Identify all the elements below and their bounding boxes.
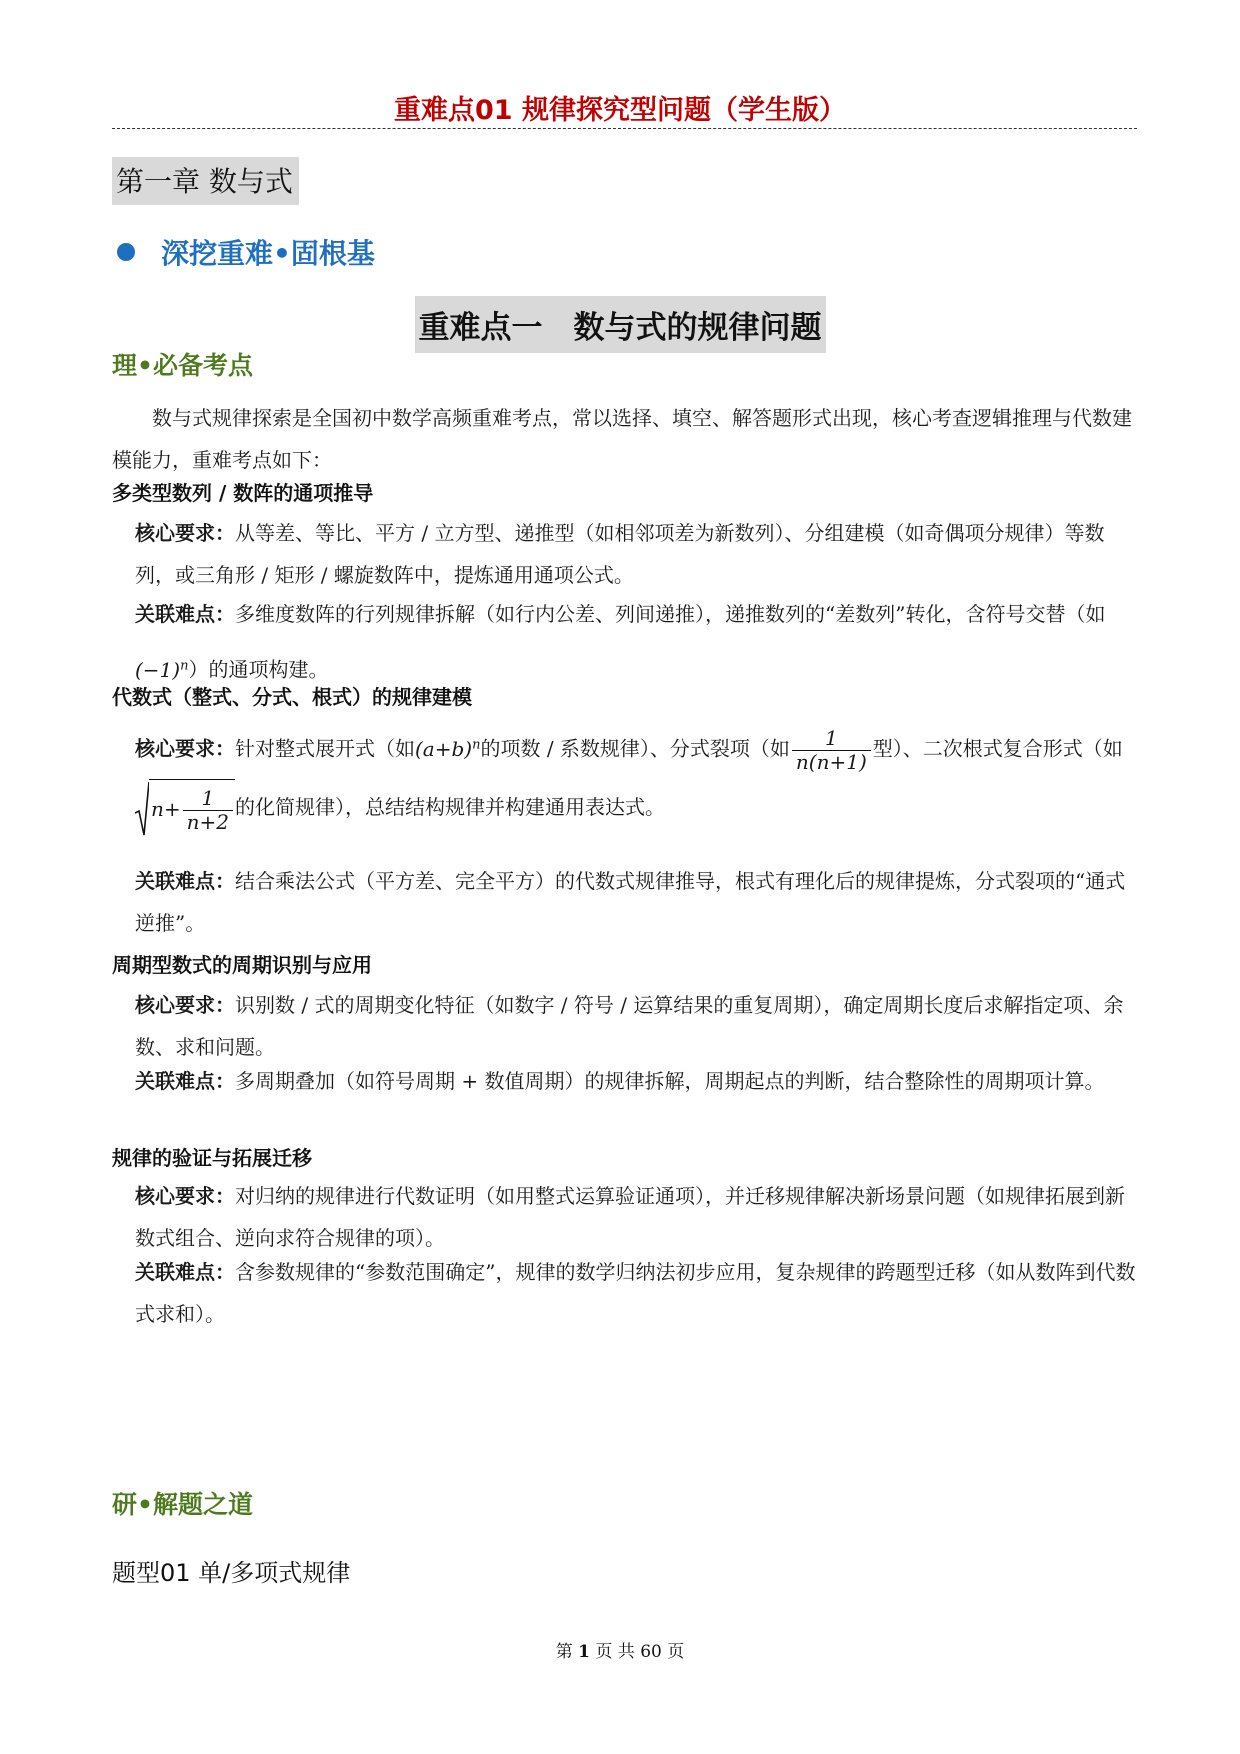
heading-essential-points: 理•必备考点 (112, 351, 253, 380)
topic-1-core-text: 从等差、等比、平方 / 立方型、递推型（如相邻项差为新数列）、分组建模（如奇偶项分规律）等数列，或三角形 / 矩形 / 螺旋数阵中，提炼通用通项公式。 (135, 521, 1105, 587)
math-neg-one-power: $(-1)^n$ (135, 657, 189, 682)
core-label: 核心要求 (135, 521, 215, 545)
topic-1-title: 多类型数列 / 数阵的通项推导 (112, 481, 374, 505)
topic-2-title: 代数式（整式、分式、根式）的规律建模 (112, 685, 472, 709)
topic-3-hard: 关联难点：多周期叠加（如符号周期 + 数值周期）的规律拆解，周期起点的判断，结合整除性的周期项计算。 (135, 1069, 1105, 1093)
bullet-dot-icon (117, 243, 135, 261)
current-page-number: 1 (578, 1642, 590, 1662)
topic-1-core: 核心要求：从等差、等比、平方 / 立方型、递推型（如相邻项差为新数列）、分组建模（如奇偶项分规律）等数列，或三角形 / 矩形 / 螺旋数阵中，提炼通用通项公式。 (135, 521, 1105, 587)
math-fraction: $\frac{1}{n(n+1)}$ (792, 727, 871, 774)
topic-4-hard: 关联难点：含参数规律的“参数范围确定”，规律的数学归纳法初步应用，复杂规律的跨题型迁移（如从数阵到代数式求和）。 (135, 1260, 1136, 1326)
key-point-title (0, 296, 1240, 353)
topic-4-core: 核心要求：对归纳的规律进行代数证明（如用整式运算验证通项），并迁移规律解决新场景问题（如规律拓展到新数式组合、逆向求符合规律的项）。 (135, 1184, 1125, 1250)
radical-sign-icon (135, 781, 149, 837)
math-square-root: n+ $\frac{1}{n+2}$ (135, 778, 235, 838)
page-title: 重难点01 规律探究型问题（学生版） (394, 95, 846, 126)
section-dig (117, 232, 375, 272)
hard-label: 关联难点 (135, 602, 215, 626)
intro-paragraph: 数与式规律探索是全国初中数学高频重难考点，常以选择、填空、解答题形式出现，核心考查逻辑推理与代数建模能力，重难考点如下： (112, 406, 1132, 472)
topic-3-core: 核心要求：识别数 / 式的周期变化特征（如数字 / 符号 / 运算结果的重复周期），确定周期长度后求解指定项、余数、求和问题。 (135, 993, 1124, 1059)
topic-1-hard: 关联难点：多维度数阵的行列规律拆解（如行内公差、列间递推），递推数列的“差数列”转化，含符号交替（如$(-1)^n$）的通项构建。 (135, 602, 1106, 682)
topic-2-core: 核心要求：针对整式展开式（如$(a+b)^n$的项数 / 系数规律）、分式裂项（如 $\frac{1}{n(n+1)}$ 型）、二次根式复合形式（如n+ $\frac{1}{n+2}$ 的化简规律），总结结构规律并构建通用表达式。 (135, 716, 1140, 838)
topic-3-title: 周期型数式的周期识别与应用 (112, 953, 372, 977)
topic-2-hard: 关联难点：结合乘法公式（平方差、完全平方）的代数式规律推导，根式有理化后的规律提炼，分式裂项的“通式逆推”。 (135, 869, 1126, 935)
page-footer: 第 1 页 共 60 页 (555, 1642, 685, 1662)
topic-4-title: 规律的验证与拓展迁移 (112, 1146, 312, 1170)
title-divider (112, 128, 1137, 129)
chapter-title: 第一章 数与式 (112, 157, 299, 205)
section-dig-label: 深挖重难•固根基 (161, 237, 375, 270)
heading-solution-methods: 研•解题之道 (112, 1490, 253, 1519)
question-type-title: 题型01 单/多项式规律 (112, 1559, 351, 1587)
total-page-count: 60 (640, 1642, 662, 1662)
math-binomial-power: $(a+b)^n$ (415, 736, 481, 761)
key-point-title-text: 重难点一 数与式的规律问题 (415, 296, 826, 353)
